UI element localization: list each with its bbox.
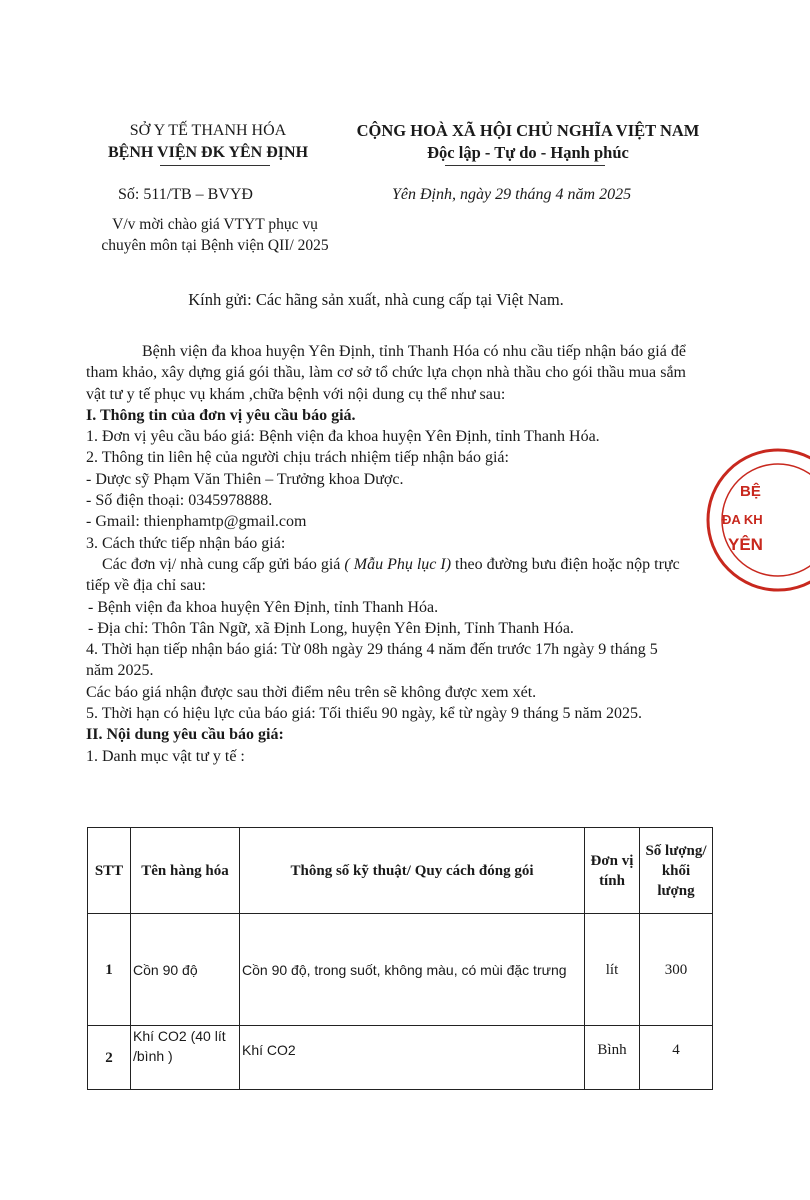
section-1-item-5: 5. Thời hạn có hiệu lực của báo giá: Tối thiểu 90 ngày, kể từ ngày 9 tháng 5 năm 2025. [86,705,643,723]
deadline-note: Các báo giá nhận được sau thời điểm nêu trên sẽ không được xem xét. [86,683,537,701]
table-row [88,914,713,1026]
section-1-item-2: 2. Thông tin liên hệ của người chịu trách nhiệm tiếp nhận báo giá: [86,449,509,467]
row-unit: Bình [585,1026,640,1090]
national-header [348,120,708,164]
parent-organization: SỞ Y TẾ THANH HÓA [129,122,287,139]
row-spec: Khí CO2 [240,1026,585,1090]
contact-email: - Gmail: thienphamtp@gmail.com [86,513,307,531]
table-header-row [88,828,713,914]
supplies-table [87,827,713,1090]
header-divider-left [160,165,270,166]
section-1-item-3: 3. Cách thức tiếp nhận báo giá: [86,534,286,552]
row-name: Khí CO2 (40 lít /bình ) [131,1026,240,1090]
section-2-title: II. Nội dung yêu cầu báo giá: [86,726,284,744]
organization-name: BỆNH VIỆN ĐK YÊN ĐỊNH [107,144,309,161]
row-stt: 2 [88,1026,131,1090]
contact-name: - Dược sỹ Phạm Văn Thiên – Trưởng khoa Dược. [86,470,404,488]
section-1-title: I. Thông tin của đơn vị yêu cầu báo giá. [86,406,356,424]
header-divider-right [445,165,605,166]
header-name: Tên hàng hóa [131,828,240,914]
section-2-item-1: 1. Danh mục vật tư y tế : [86,747,245,765]
official-seal-stamp [700,440,810,600]
submission-text-a: Các đơn vị/ nhà cung cấp gửi báo giá [102,555,345,573]
contact-phone: - Số điện thoại: 0345978888. [86,492,273,510]
table-row [88,1026,713,1090]
row-unit: lít [585,914,640,1026]
section-1-item-1: 1. Đơn vị yêu cầu báo giá: Bệnh viện đa khoa huyện Yên Định, tỉnh Thanh Hóa. [86,428,600,446]
document-number: Số: 511/TB – BVYĐ [118,186,253,203]
stamp-text-line-1: BỆ [740,483,761,500]
header-unit: Đơn vị tính [585,828,640,914]
greeting: Kính gửi: Các hãng sản xuất, nhà cung cấp tại Việt Nam. [188,290,564,309]
row-stt: 1 [88,914,131,1026]
stamp-text-line-2: ĐA KH [722,512,763,527]
place-date: Yên Định, ngày 29 tháng 4 năm 2025 [392,186,632,203]
nation-title: CỘNG HOÀ XÃ HỘI CHỦ NGHĨA VIỆT NAM [356,121,700,140]
document-body [86,341,686,767]
section-1-item-4: 4. Thời hạn tiếp nhận báo giá: Từ 08h ngày 29 tháng 4 năm đến trước 17h ngày 9 tháng 5 năm 2025. [86,641,658,680]
row-qty: 4 [640,1026,713,1090]
subject-line-1: V/v mời chào giá VTYT phục vụ [112,216,318,233]
submission-method [86,554,686,597]
address-line-2: - Địa chỉ: Thôn Tân Ngữ, xã Định Long, huyện Yên Định, Tỉnh Thanh Hóa. [88,619,574,637]
intro-paragraph: Bệnh viện đa khoa huyện Yên Định, tỉnh Thanh Hóa có nhu cầu tiếp nhận báo giá để tham khảo, xây dựng giá gói thầu, làm cơ sở tổ chức lựa chọn nhà thầu cho gói thầu mua sắm vật tư y tế phục vụ khám ,chữa bệnh với nội dung cụ thể như sau: [86,343,686,403]
header-spec: Thông số kỹ thuật/ Quy cách đóng gói [240,828,585,914]
national-motto: Độc lập - Tự do - Hạnh phúc [427,143,629,162]
submission-text-b: theo đường bưu điện hoặc nộp trực tiếp về địa chỉ sau: [86,555,680,595]
header-qty: Số lượng/ khối lượng [640,828,713,914]
row-spec: Cồn 90 độ, trong suốt, không màu, có mùi đặc trưng [240,914,585,1026]
stamp-text-line-3: YÊN [728,535,763,554]
document-subject [80,214,350,256]
subject-line-2: chuyên môn tại Bệnh viện QII/ 2025 [101,237,329,254]
header-stt: STT [88,828,131,914]
row-qty: 300 [640,914,713,1026]
address-line-1: - Bệnh viện đa khoa huyện Yên Định, tỉnh Thanh Hóa. [88,598,439,616]
issuing-organization [78,120,338,164]
appendix-reference: ( Mẫu Phụ lục I) [344,555,452,573]
row-name: Cồn 90 độ [131,914,240,1026]
